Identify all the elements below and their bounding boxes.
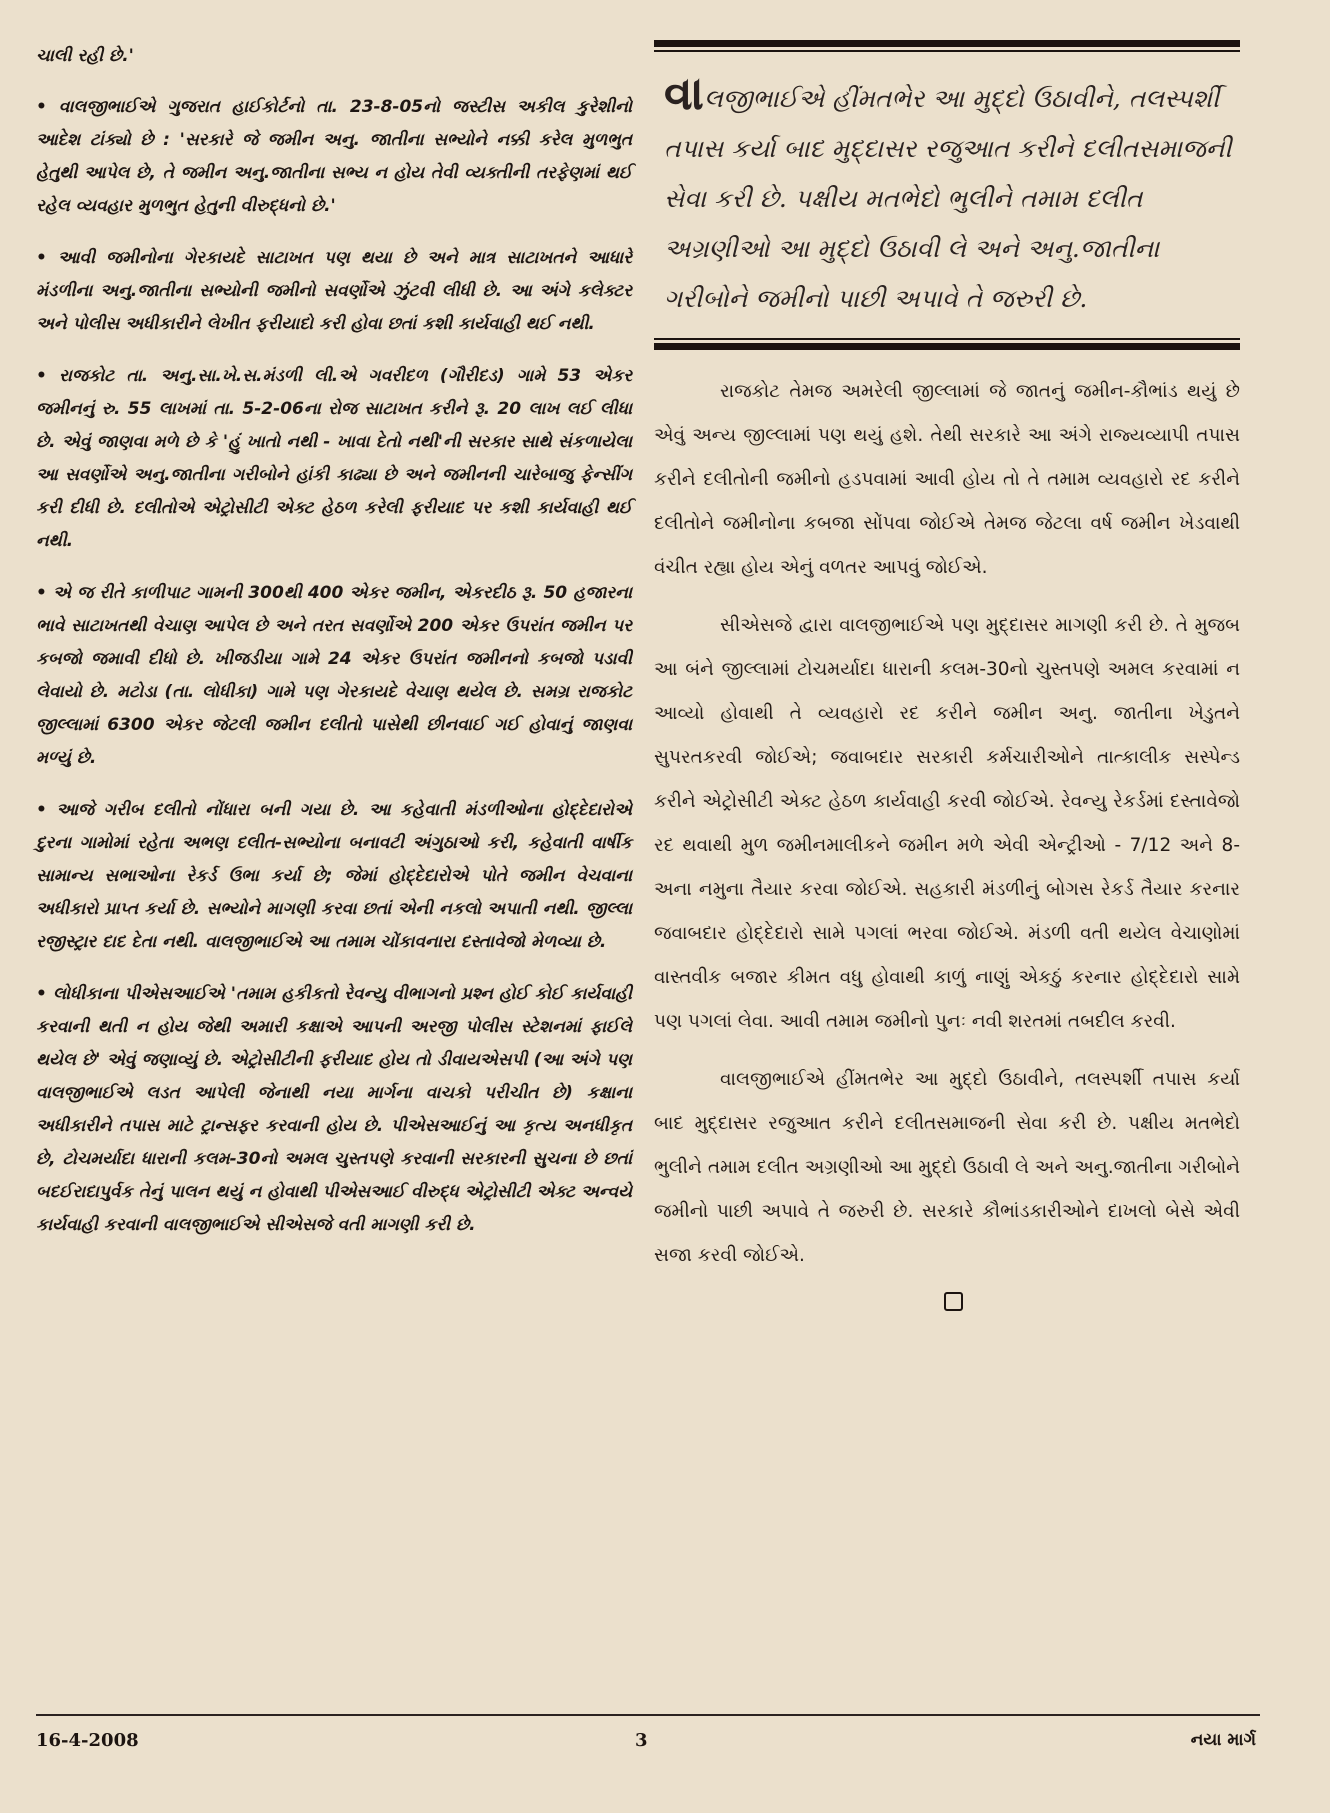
footer-date: 16-4-2008 <box>36 1730 139 1751</box>
top-rule-thin <box>654 50 1240 52</box>
right-column <box>654 40 1240 1311</box>
right-paragraph-2: સીએસજે દ્વારા વાલજીભાઈએ પણ મુદ્દાસર માગણી કરી છે. તે મુજબ આ બંને જીલ્લામાં ટોચમર્યાદા ધારાની કલમ-30નો ચુસ્તપણે અમલ કરવામાં ન આવ્યો હોવાથી તે વ્યવહારો રદ કરીને જમીન અનુ. જાતીના ખેડુતને સુપરતકરવી જોઈએ; જવાબદાર સરકારી કર્મચારીઓને તાત્કાલીક સસ્પેન્ડ કરીને એટ્રોસીટી એક્ટ હેઠળ કાર્યવાહી કરવી જોઈએ. રેવન્યુ રેકર્ડમાં દસ્તાવેજો રદ થવાથી મુળ જમીનમાલીકને જમીન મળે એવી એન્ટ્રીઓ - 7/12 અને 8-અના નમુના તૈયાર કરવા જોઈએ. સહકારી મંડળીનું બોગસ રેકર્ડ તૈયાર કરનાર જવાબદાર હોદ્દેદારો સામે પગલાં ભરવા જોઈએ. મંડળી વતી થયેલ વેચાણોમાં વાસ્તવીક બજાર કીમત વધુ હોવાથી કાળું નાણું એકઠું કરનાર હોદ્દેદારો સામે પણ પગલાં લેવા. આવી તમામ જમીનો પુનઃ નવી શરતમાં તબદીલ કરવી. <box>654 615 1240 1032</box>
pullquote-top-rule <box>654 40 1240 52</box>
end-of-article-icon <box>944 1292 963 1311</box>
left-paragraph-2: • આવી જમીનોના ગેરકાયદે સાટાખત પણ થયા છે અને માત્ર સાટાખતને આધારે મંડળીના અનુ.જાતીના સભ્યોની જમીનો સવર્ણોએ ઝુંટવી લીધી છે. આ અંગે કલેક્ટર અને પોલીસ અધીકારીને લેખીત ફરીયાદો કરી હોવા છતાં કશી કાર્યવાહી થઈ નથી. <box>36 248 632 334</box>
pullquote <box>664 68 1234 324</box>
pullquote-dropcap: વા <box>664 66 704 120</box>
page-footer <box>36 1730 1260 1760</box>
pullquote-bottom-rule <box>654 338 1240 350</box>
left-paragraph-3: • રાજકોટ તા. અનુ.સા.ખે.સ.મંડળી લી.એ ગવરીદળ (ગૌરીદડ) ગામે 53 એકર જમીનનું રુ. 55 લાખમાં તા. 5-2-06ના રોજ સાટાખત કરીને રૂ. 20 લાખ લઈ લીધા છે. એવું જાણવા મળે છે કે 'હું ખાતો નથી - ખાવા દેતો નથી'ની સરકાર સાથે સંકળાયેલા આ સવર્ણોએ અનુ.જાતીના ગરીબોને હાંકી કાઢ્યા છે અને જમીનની ચારેબાજુ ફેન્સીંગ કરી દીધી છે. દલીતોએ એટ્રોસીટી એક્ટ હેઠળ કરેલી ફરીયાદ પર કશી કાર્યવાહી થઈ નથી. <box>36 366 632 551</box>
bottom-rule-thick <box>654 343 1240 350</box>
left-paragraph-4: • એ જ રીતે કાળીપાટ ગામની 300થી 400 એકર જમીન, એકરદીઠ રૂ. 50 હજારના ભાવે સાટાખતથી વેચાણ આપેલ છે અને તરત સવર્ણોએ 200 એકર ઉપરાંત જમીન પર કબજો જમાવી દીધો છે. ખીજડીયા ગામે 24 એકર ઉપરાંત જમીનનો કબજો પડાવી લેવાયો છે. મટોડા (તા. લોધીકા) ગામે પણ ગેરકાયદે વેચાણ થયેલ છે. સમગ્ર રાજકોટ જીલ્લામાં 6300 એકર જેટલી જમીન દલીતો પાસેથી છીનવાઈ ગઈ હોવાનું જાણવા મળ્યું છે. <box>36 583 632 768</box>
right-body <box>654 370 1240 1278</box>
left-paragraph-6: • લોધીકાના પીએસઆઈએ 'તમામ હકીકતો રેવન્યુ વીભાગનો પ્રશ્ન હોઈ કોઈ કાર્યવાહી કરવાની થતી ન હોય જેથી અમારી કક્ષાએ આપની અરજી પોલીસ સ્ટેશનમાં ફાઈલે થયેલ છે' એવું જણાવ્યું છે. એટ્રોસીટીની ફરીયાદ હોય તો ડીવાયએસપી (આ અંગે પણ વાલજીભાઈએ લડત આપેલી જેનાથી નયા માર્ગના વાચકો પરીચીત છે) કક્ષાના અધીકારીને તપાસ માટે ટ્રાન્સફર કરવાની હોય છે. પીએસઆઈનું આ કૃત્ય અનધીકૃત છે, ટોચમર્યાદા ધારાની કલમ-30નો અમલ ચુસ્તપણે કરવાની સરકારની સુચના છે છતાં બદઈરાદાપુર્વક તેનું પાલન થયું ન હોવાથી પીએસઆઈ વીરુદ્ધ એટ્રોસીટી એક્ટ અન્વયે કાર્યવાહી કરવાની વાલજીભાઈએ સીએસજે વતી માગણી કરી છે. <box>36 984 632 1235</box>
pullquote-text: લજીભાઈએ હીંમતભેર આ મુદ્દો ઉઠાવીને, તલસ્પર્શી તપાસ કર્યા બાદ મુદ્દાસર રજુઆત કરીને દલીતસમાજની સેવા કરી છે. પક્ષીય મતભેદો ભુલીને તમામ દલીત અગ્રણીઓ આ મુદ્દો ઉઠાવી લે અને અનુ.જાતીના ગરીબોને જમીનો પાછી અપાવે તે જરુરી છે. <box>664 84 1232 313</box>
opening-line: ચાલી રહી છે.' <box>36 46 134 66</box>
right-paragraph-3: વાલજીભાઈએ હીંમતભેર આ મુદ્દો ઉઠાવીને, તલસ્પર્શી તપાસ કર્યા બાદ મુદ્દાસર રજુઆત કરીને દલીતસમાજની સેવા કરી છે. પક્ષીય મતભેદો ભુલીને તમામ દલીત અગ્રણીઓ આ મુદ્દો ઉઠાવી લે અને અનુ.જાતીના ગરીબોને જમીનો પાછી અપાવે તે જરુરી છે. સરકારે કૌભાંડકારીઓને દાખલો બેસે એવી સજા કરવી જોઈએ. <box>654 1069 1240 1266</box>
publication-name: નયા માર્ગ <box>1190 1730 1256 1750</box>
left-paragraph-5: • આજે ગરીબ દલીતો નોંધારા બની ગયા છે. આ કહેવાતી મંડળીઓના હોદ્દેદારોએ દુરના ગામોમાં રહેતા અભણ દલીત-સભ્યોના બનાવટી અંગુઠાઓ કરી, કહેવાતી વાર્ષીક સામાન્ય સભાઓના રેકર્ડ ઉભા કર્યા છે; જેમાં હોદ્દેદારોએ પોતે જમીન વેચવાના અધીકારો પ્રાપ્ત કર્યા છે. સભ્યોને માગણી કરવા છતાં એની નકલો અપાતી નથી. જીલ્લા રજીસ્ટ્રાર દાદ દેતા નથી. વાલજીભાઈએ આ તમામ ચોંકાવનારા દસ્તાવેજો મેળવ્યા છે. <box>36 800 632 952</box>
left-paragraph-1: • વાલજીભાઈએ ગુજરાત હાઈકોર્ટનો તા. 23-8-05નો જસ્ટીસ અકીલ કુરેશીનો આદેશ ટાંક્યો છે : 'સરકારે જે જમીન અનુ. જાતીના સભ્યોને નક્કી કરેલ મુળભુત હેતુથી આપેલ છે, તે જમીન અનુ.જાતીના સભ્ય ન હોય તેવી વ્યક્તીની તરફેણમાં થઈ રહેલ વ્યવહાર મુળભુત હેતુની વીરુદ્ધનો છે.' <box>36 97 632 216</box>
top-rule-thick <box>654 40 1240 47</box>
page-number: 3 <box>635 1730 648 1751</box>
footer-rule <box>36 1714 1260 1716</box>
bottom-rule-thin <box>654 338 1240 340</box>
left-column <box>36 40 632 1261</box>
right-paragraph-1: રાજકોટ તેમજ અમરેલી જીલ્લામાં જે જાતનું જમીન-કૌભાંડ થયું છે એવું અન્ય જીલ્લામાં પણ થયું હશે. તેથી સરકારે આ અંગે રાજ્યવ્યાપી તપાસ કરીને દલીતોની જમીનો હડપવામાં આવી હોય તો તે તમામ વ્યવહારો રદ કરીને દલીતોને જમીનોના કબજા સોંપવા જોઈએ તેમજ જેટલા વર્ષ જમીન ખેડવાથી વંચીત રહ્યા હોય એનું વળતર આપવું જોઈએ. <box>654 381 1240 578</box>
